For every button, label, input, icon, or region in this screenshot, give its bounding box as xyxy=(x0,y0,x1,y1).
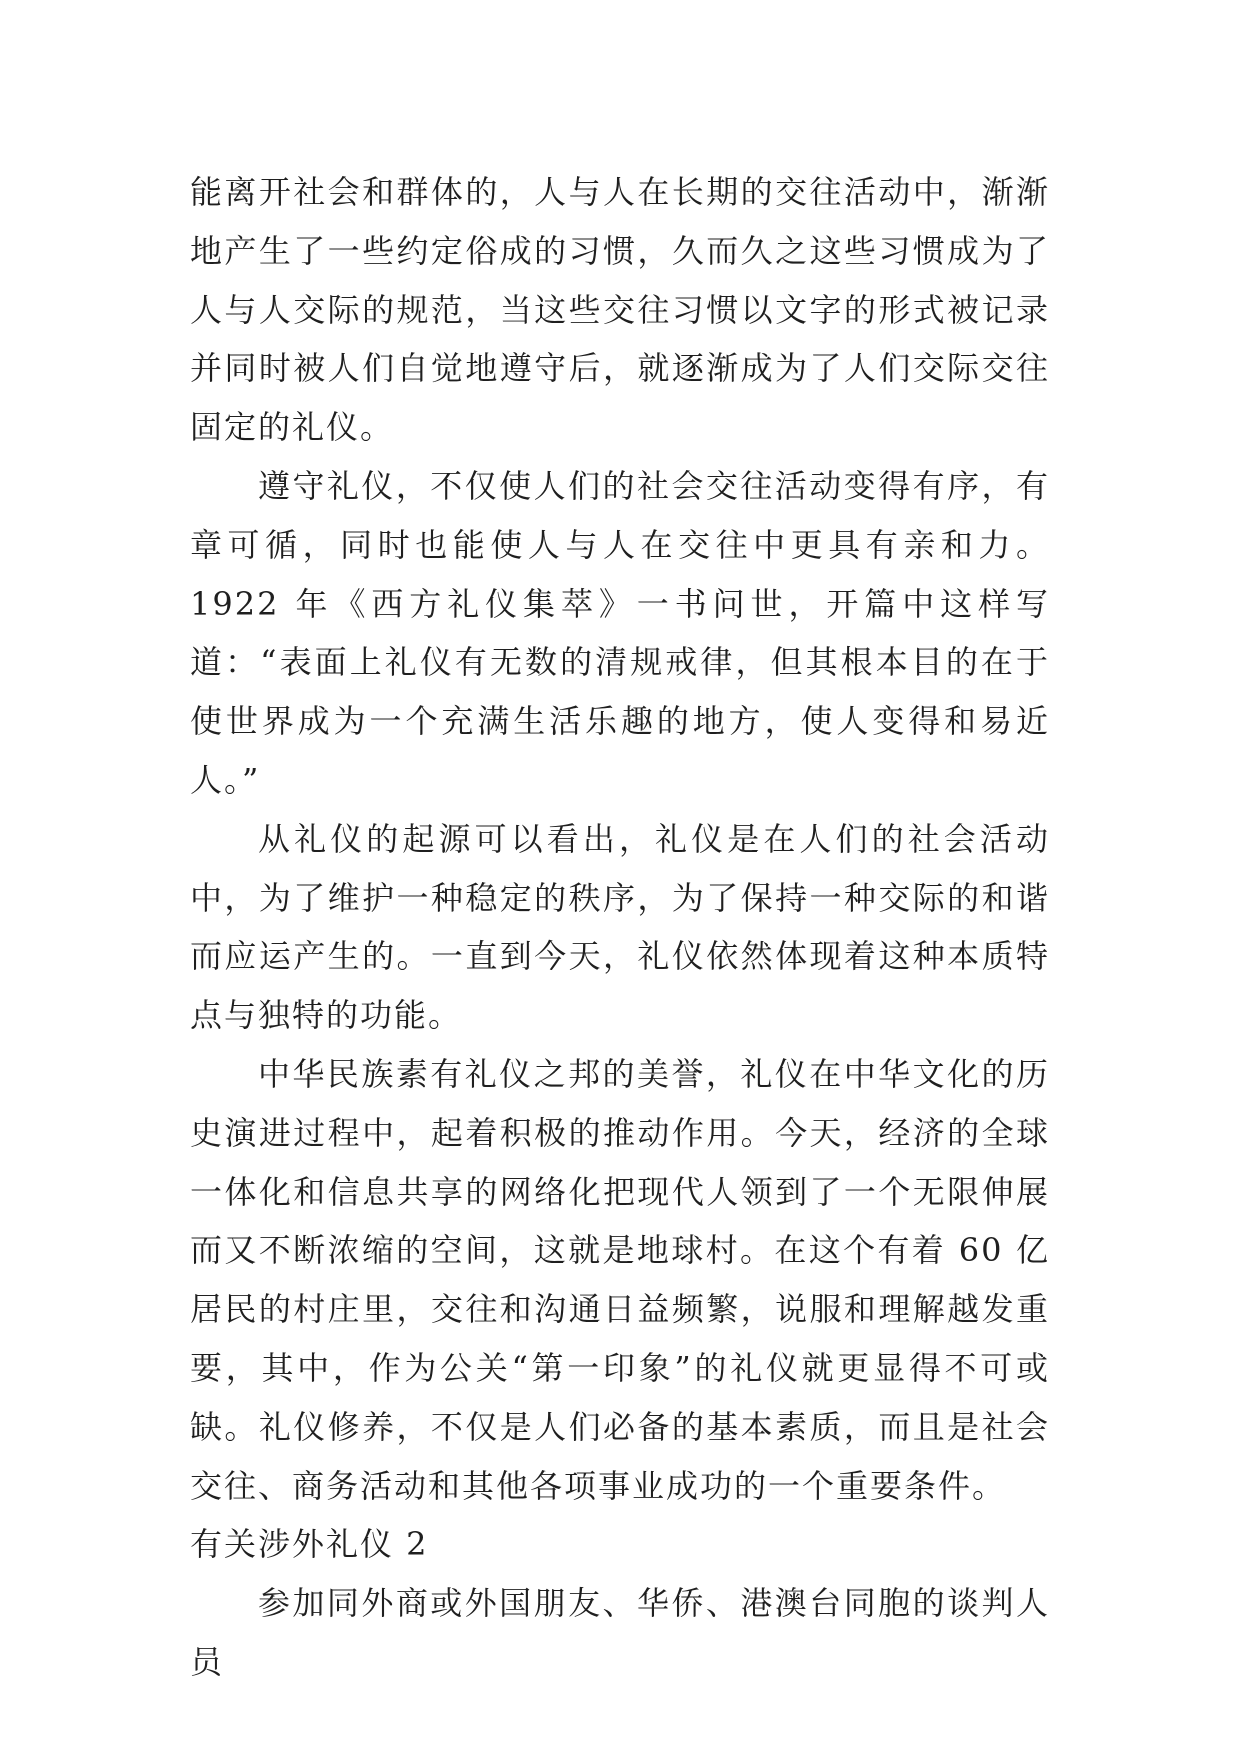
paragraph: 中华民族素有礼仪之邦的美誉，礼仪在中华文化的历史演进过程中，起着积极的推动作用。今天，经济的全球一体化和信息共享的网络化把现代人领到了一个无限伸展而又不断浓缩的空间，这就是地球村。在这个有着 60 亿居民的村庄里，交往和沟通日益频繁，说服和理解越发重要，其中，作为公关“第一印象”的礼仪就更显得不可或缺。礼仪修养，不仅是人们必备的基本素质，而且是社会交往、商务活动和其他各项事业成功的一个重要条件。 xyxy=(190,1054,1050,1505)
paragraph: 遵守礼仪，不仅使人们的社会交往活动变得有序，有章可循，同时也能使人与人在交往中更具有亲和力。1922 年《西方礼仪集萃》一书问世，开篇中这样写道：“表面上礼仪有无数的清规戒律，但其根本目的在于使世界成为一个充满生活乐趣的地方，使人变得和易近人。” xyxy=(190,466,1050,799)
paragraph: 参加同外商或外国朋友、华侨、港澳台同胞的谈判人员 xyxy=(190,1584,1050,1681)
document-body xyxy=(190,163,1050,1692)
paragraph: 从礼仪的起源可以看出，礼仪是在人们的社会活动中，为了维护一种稳定的秩序，为了保持一种交际的和谐而应运产生的。一直到今天，礼仪依然体现着这种本质特点与独特的功能。 xyxy=(190,819,1050,1035)
section-heading: 有关涉外礼仪 2 xyxy=(190,1525,429,1564)
paragraph-continued: 能离开社会和群体的，人与人在长期的交往活动中，渐渐地产生了一些约定俗成的习惯，久而久之这些习惯成为了人与人交际的规范，当这些交往习惯以文字的形式被记录并同时被人们自觉地遵守后，就逐渐成为了人们交际交往固定的礼仪。 xyxy=(190,173,1050,447)
